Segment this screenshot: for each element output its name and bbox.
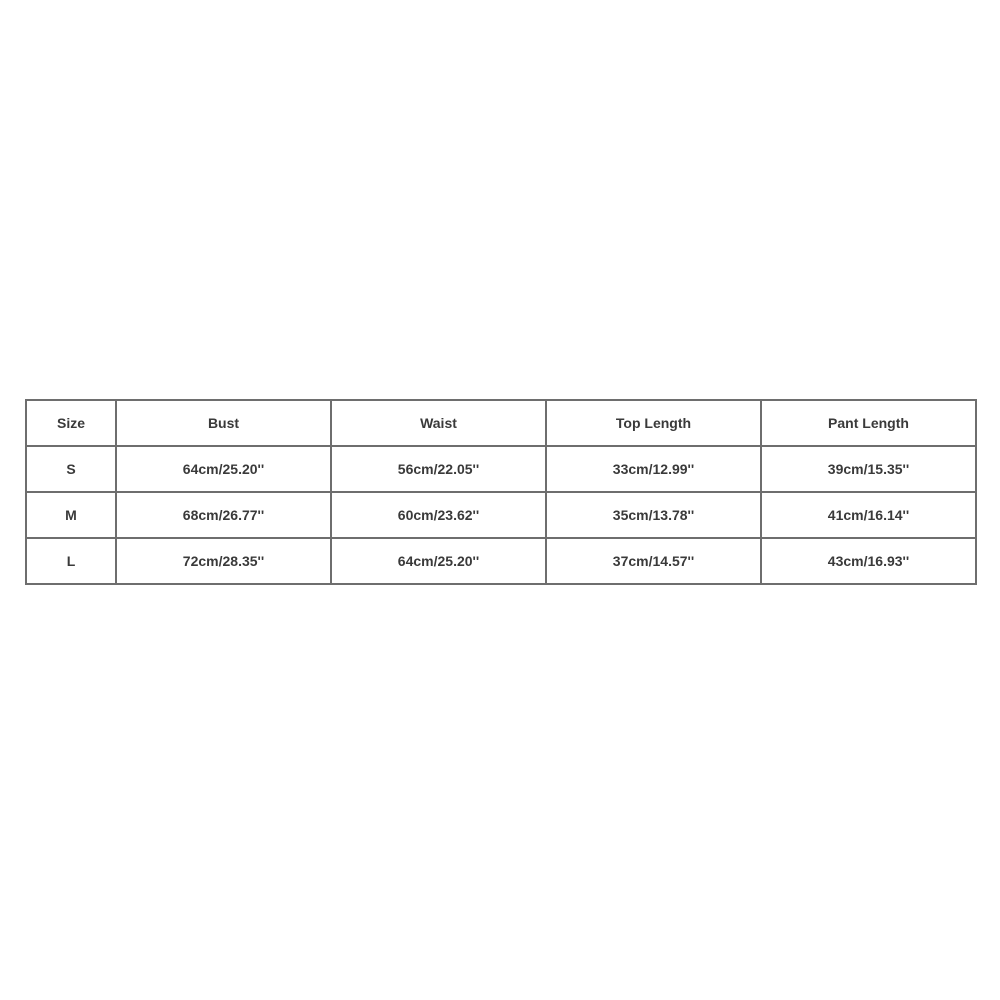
cell-size: S — [26, 446, 116, 492]
cell-pant-length: 41cm/16.14'' — [761, 492, 976, 538]
cell-waist: 60cm/23.62'' — [331, 492, 546, 538]
cell-bust: 72cm/28.35'' — [116, 538, 331, 584]
cell-top-length: 35cm/13.78'' — [546, 492, 761, 538]
cell-pant-length: 43cm/16.93'' — [761, 538, 976, 584]
cell-waist: 64cm/25.20'' — [331, 538, 546, 584]
cell-top-length: 33cm/12.99'' — [546, 446, 761, 492]
cell-waist: 56cm/22.05'' — [331, 446, 546, 492]
cell-bust: 64cm/25.20'' — [116, 446, 331, 492]
cell-size: M — [26, 492, 116, 538]
header-pant-length: Pant Length — [761, 400, 976, 446]
cell-size: L — [26, 538, 116, 584]
cell-bust: 68cm/26.77'' — [116, 492, 331, 538]
table-header-row — [26, 400, 976, 446]
table-row — [26, 538, 976, 584]
table-row — [26, 492, 976, 538]
header-bust: Bust — [116, 400, 331, 446]
header-size: Size — [26, 400, 116, 446]
table-row — [26, 446, 976, 492]
cell-pant-length: 39cm/15.35'' — [761, 446, 976, 492]
cell-top-length: 37cm/14.57'' — [546, 538, 761, 584]
size-chart-table — [25, 399, 977, 585]
header-waist: Waist — [331, 400, 546, 446]
header-top-length: Top Length — [546, 400, 761, 446]
